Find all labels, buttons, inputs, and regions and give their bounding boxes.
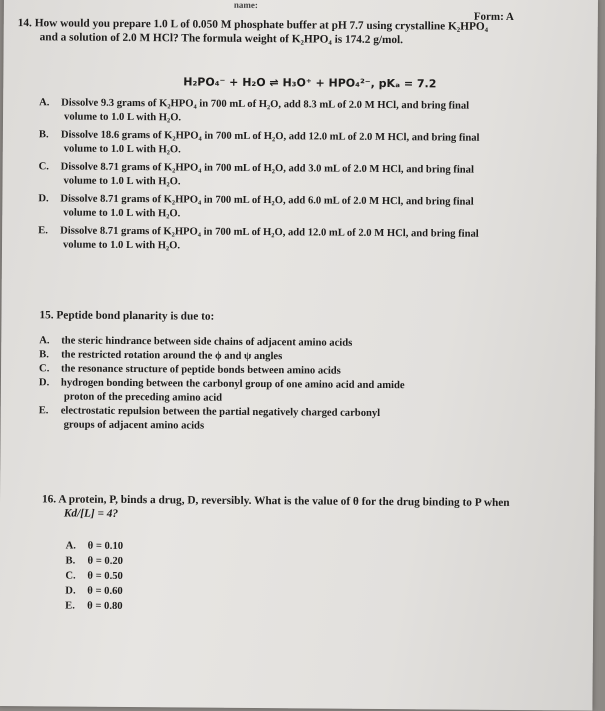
option-letter: B. bbox=[38, 129, 49, 141]
q16-option-b bbox=[65, 555, 123, 569]
option-text: Dissolve 8.71 grams of K₂HPO₄ in 700 mL of H₂O, add 6.0 mL of 2.0 M HCl, and bring final bbox=[60, 193, 474, 208]
option-text: θ = 0.20 bbox=[87, 555, 123, 567]
q15-option-d bbox=[39, 376, 405, 406]
option-letter: A. bbox=[65, 540, 77, 552]
option-letter: A. bbox=[39, 97, 50, 109]
q14-option-b bbox=[39, 128, 480, 158]
option-text: the resonance structure of peptide bonds between amino acids bbox=[61, 363, 341, 377]
header-name-label: name: bbox=[233, 0, 258, 10]
option-text: Dissolve 8.71 grams of K₂HPO₄ in 700 mL of H₂O, add 12.0 mL of 2.0 M HCl, and bring final bbox=[60, 225, 479, 240]
option-text-cont: volume to 1.0 L with H₂O. bbox=[63, 110, 182, 123]
option-letter: C. bbox=[65, 570, 76, 582]
option-text: θ = 0.80 bbox=[87, 600, 123, 612]
option-letter: B. bbox=[39, 349, 49, 361]
question-15-stem: 15. Peptide bond planarity is due to: bbox=[39, 309, 215, 323]
option-letter: A. bbox=[39, 335, 50, 347]
q15-option-b bbox=[39, 348, 282, 363]
option-letter: D. bbox=[38, 377, 50, 389]
option-text: the restricted rotation around the ϕ and ψ angles bbox=[61, 349, 283, 363]
option-text-cont: proton of the preceding amino acid bbox=[63, 390, 223, 404]
option-letter: E. bbox=[38, 405, 49, 417]
option-letter: B. bbox=[65, 555, 76, 567]
q16-option-a bbox=[66, 540, 124, 554]
option-text: θ = 0.10 bbox=[87, 540, 124, 552]
q16-option-c bbox=[65, 570, 123, 584]
option-letter: C. bbox=[39, 363, 50, 375]
option-text: Dissolve 9.3 grams of K₂HPO₄ in 700 mL of H₂O, add 8.3 mL of 2.0 M HCl, and bring final bbox=[61, 97, 470, 112]
option-letter: E. bbox=[38, 225, 48, 237]
option-text: Dissolve 8.71 grams of K₂HPO₄ in 700 mL of H₂O, add 3.0 mL of 2.0 M HCl, and bring final bbox=[60, 161, 474, 176]
q14-option-d bbox=[38, 192, 473, 222]
q14-option-e bbox=[38, 224, 479, 254]
option-text: hydrogen bonding between the carbonyl group of one amino acid and amide bbox=[60, 377, 405, 392]
question-14-line-2: and a solution of 2.0 M HCl? The formula weight of K₂HPO₄ is 174.2 g/mol. bbox=[39, 31, 404, 47]
q14-option-a bbox=[39, 96, 469, 126]
option-text: θ = 0.50 bbox=[87, 570, 123, 582]
option-text-cont: volume to 1.0 L with H₂O. bbox=[62, 238, 181, 251]
option-letter: D. bbox=[65, 585, 76, 597]
option-letter: D. bbox=[38, 193, 49, 205]
equilibrium-equation: H₂PO₄⁻ + H₂O ⇌ H₃O⁺ + HPO₄²⁻, pKₐ = 7.2 bbox=[183, 75, 437, 91]
q15-option-e bbox=[39, 404, 381, 434]
question-14-line-1: 14. How would you prepare 1.0 L of 0.050 M phosphate buffer at pH 7.7 using crystalline K₂HPO₄ bbox=[17, 17, 489, 33]
option-text-cont: groups of adjacent amino acids bbox=[63, 418, 205, 432]
question-16-line-2: Kd/[L] = 4? bbox=[63, 507, 119, 520]
option-text: θ = 0.60 bbox=[87, 585, 123, 597]
q16-option-e bbox=[65, 599, 123, 613]
option-text: Dissolve 18.6 grams of K₂HPO₄ in 700 mL of H₂O, add 12.0 mL of 2.0 M HCl, and bring final bbox=[60, 129, 480, 144]
question-16-line-1: 16. A protein, P, binds a drug, D, reversibly. What is the value of θ for the drug binding to P when bbox=[41, 493, 510, 509]
option-text-cont: volume to 1.0 L with H₂O. bbox=[63, 174, 181, 187]
option-letter: C. bbox=[38, 161, 49, 173]
option-text: the steric hindrance between side chains of adjacent amino acids bbox=[61, 335, 353, 349]
q16-option-d bbox=[65, 585, 123, 599]
option-text: electrostatic repulsion between the partial negatively charged carbonyl bbox=[60, 405, 381, 419]
form-label: Form: A bbox=[473, 10, 514, 24]
option-text-cont: volume to 1.0 L with H₂O. bbox=[63, 142, 181, 155]
q14-option-c bbox=[38, 160, 473, 190]
option-text-cont: volume to 1.0 L with H₂O. bbox=[63, 206, 181, 219]
option-letter: E. bbox=[65, 600, 75, 612]
